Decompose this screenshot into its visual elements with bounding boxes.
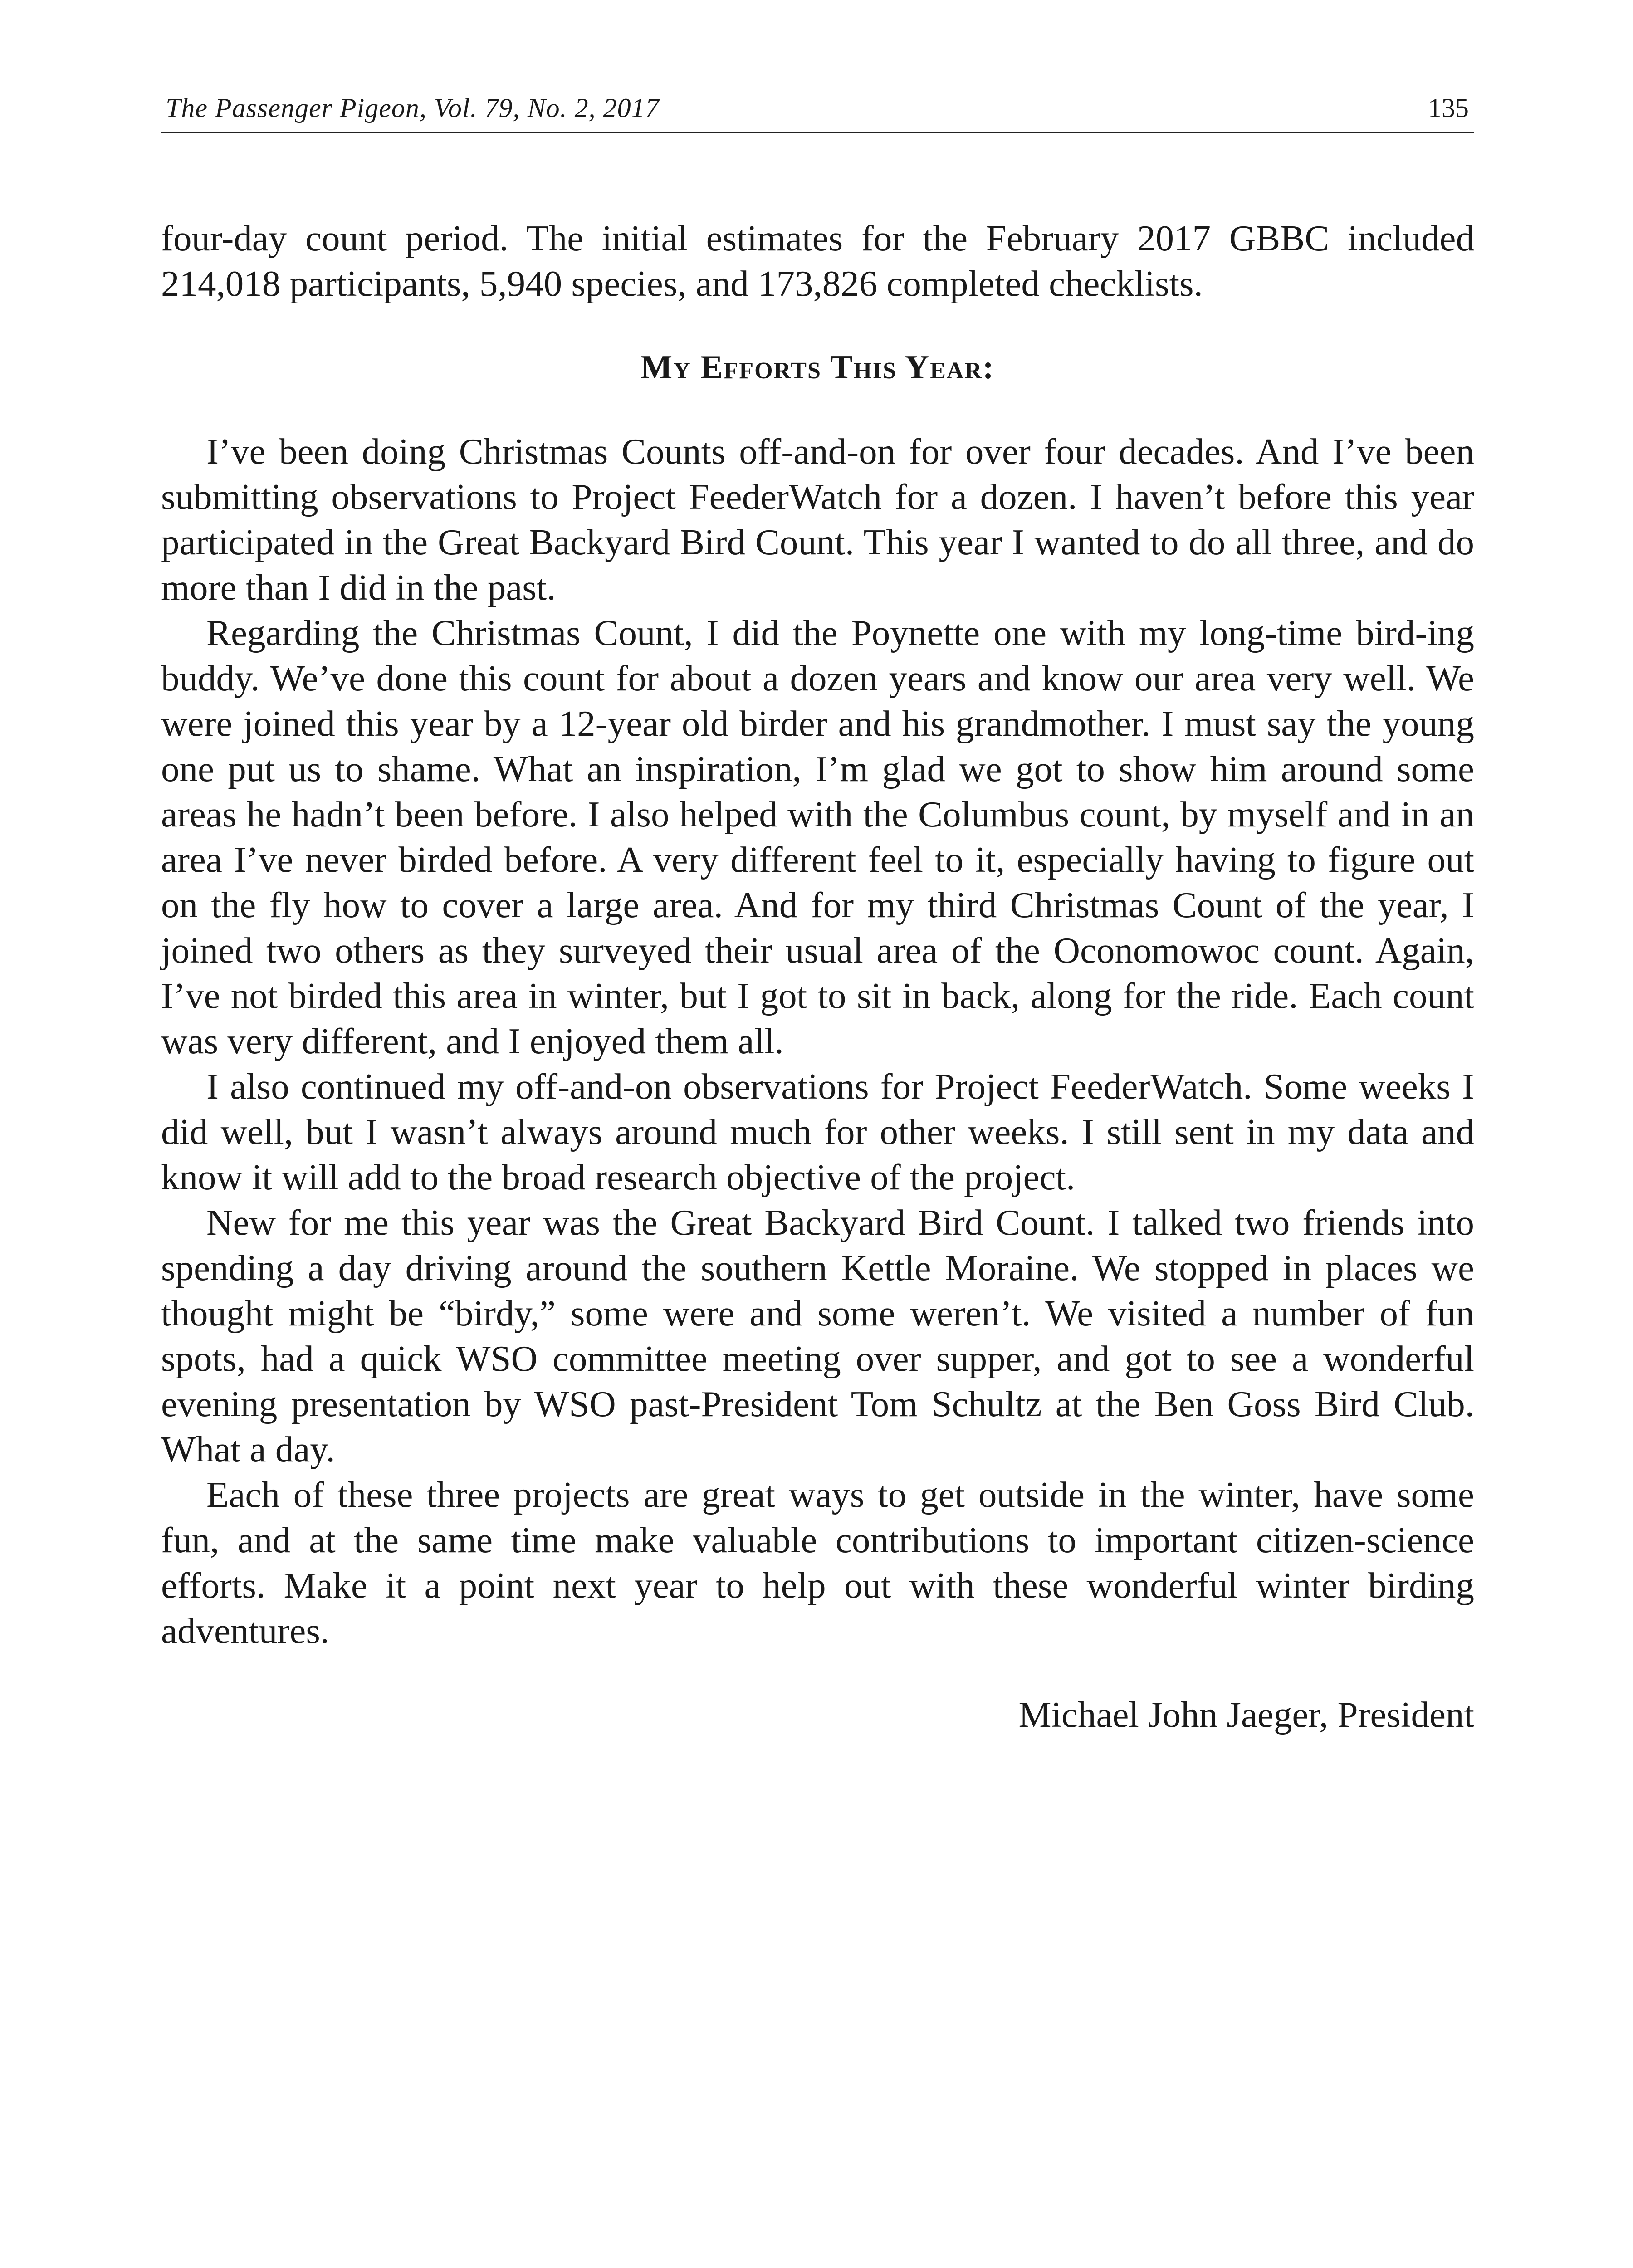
body-paragraph: New for me this year was the Great Backyard Bird Count. I talked two friends into spending a day driving around the southern Kettle Moraine. We stopped in places we thought might be “birdy,” some were and some weren’t. We visited a number of fun spots, had a quick WSO committee meeting over supper, and got to see a wonderful evening presentation by WSO past-President Tom Schultz at the Ben Goss Bird Club. What a day. <box>161 1202 1474 1470</box>
body-paragraph: I also continued my off-and-on observations for Project FeederWatch. Some weeks I did well, but I wasn’t always around much for other weeks. I still sent in my data and know it will add to the broad research objective of the project. <box>161 1066 1474 1198</box>
section-heading: My Efforts This Year: <box>640 349 995 386</box>
journal-citation: The Passenger Pigeon, Vol. 79, No. 2, 2017 <box>166 93 660 123</box>
body-paragraph: Regarding the Christmas Count, I did the Poynette one with my long-time bird-ing buddy. We’ve done this count for about a dozen years and know our area very well. We were joined this year by a 12-year old birder and his grandmother. I must say the young one put us to shame. What an inspiration, I’m glad we got to show him around some areas he hadn’t been before. I also helped with the Columbus count, by myself and in an area I’ve never birded before. A very different feel to it, especially having to figure out on the fly how to cover a large area. And for my third Christmas Count of the year, I joined two others as they surveyed their usual area of the Oconomowoc count. Again, I’ve not birded this area in winter, but I got to sit in back, along for the ride. Each count was very different, and I enjoyed them all. <box>161 612 1474 1061</box>
body-paragraph: Each of these three projects are great ways to get outside in the winter, have some fun, and at the same time make valuable contributions to important citizen-science efforts. Make it a point next year to help out with these wonderful winter birding adventures. <box>161 1474 1474 1651</box>
body-paragraph: I’ve been doing Christmas Counts off-and-on for over four decades. And I’ve been submitting observations to Project FeederWatch for a dozen. I haven’t before this year participated in the Great Backyard Bird Count. This year I wanted to do all three, and do more than I did in the past. <box>161 431 1474 608</box>
page-number: 135 <box>1428 93 1469 123</box>
running-header <box>161 86 1474 133</box>
author-signature: Michael John Jaeger, President <box>1018 1694 1474 1735</box>
continuation-paragraph: four-day count period. The initial estimates for the February 2017 GBBC included 214,018 participants, 5,940 species, and 173,826 completed checklists. <box>161 218 1474 304</box>
article-body <box>161 215 1474 1737</box>
